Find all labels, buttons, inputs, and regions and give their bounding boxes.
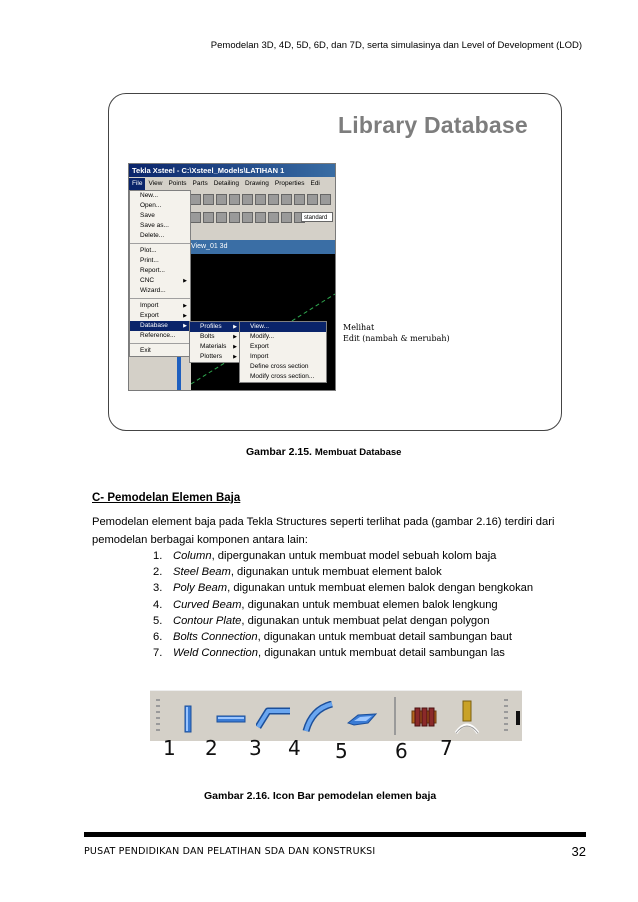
view-border [177,354,181,390]
menu-edit: Edi [310,180,320,187]
menu-item-profiles: Profiles ▶ [190,322,240,332]
arrow-right-icon: ▶ [233,334,237,340]
arrow-right-icon: ▶ [183,303,187,309]
toolbar-grip [156,699,160,733]
standard-field: standard [301,212,333,222]
list-item: 5. Contour Plate, digunakan untuk membuat pelat dengan polygon [153,614,490,627]
arrow-right-icon: ▶ [183,278,187,284]
bolts-connection-icon [410,707,438,727]
list-item: 3. Poly Beam, digunakan untuk membuat elemen balok dengan bengkokan [153,582,534,595]
figure-title: Library Database [338,112,528,138]
menu-item: Open... [140,202,162,209]
menu-item: Print... [140,257,159,264]
menu-item-bolts: Bolts ▶ [200,333,237,340]
menu-item: Import [250,353,269,360]
steel-modelling-icon-bar [150,690,522,741]
page-number: 32 [571,844,586,859]
caption-text: . Icon Bar pemodelan elemen baja [267,790,437,802]
page-header: Pemodelan 3D, 4D, 5D, 6D, dan 7D, serta simulasinya dan Level of Development (LOD) [210,40,582,51]
toolbar-grip [504,699,508,733]
caption-label: Gambar 2.15. [246,446,312,458]
menu-item: Wizard... [140,287,166,294]
icon-number-4: 4 [288,736,301,760]
annotation-line-1: Melihat [343,323,375,332]
menu-item: Modify cross section... [250,373,315,380]
arrow-right-icon: ▶ [233,344,237,350]
menu-item: Reference... [140,332,176,339]
icon-number-6: 6 [395,739,408,763]
menubar [129,178,335,190]
arrow-right-icon: ▶ [183,313,187,319]
menu-properties: Properties [274,180,305,187]
column-icon [180,705,196,733]
section-title: C- Pemodelan Elemen Baja [92,492,241,504]
list-item: 4. Curved Beam, digunakan untuk membuat elemen balok lengkung [153,598,498,611]
menu-item: Report... [140,267,165,274]
list-item: 6. Bolts Connection, digunakan untuk membuat detail sambungan baut [153,631,512,644]
menu-item: Define cross section [250,363,309,370]
curved-beam-icon [302,701,334,733]
menu-points: Points [168,180,187,187]
component-list [153,548,533,661]
contour-plate-icon [346,711,378,727]
menu-item: Plot... [140,247,157,254]
figure-216-caption [204,790,436,802]
toolbar-row-1 [189,192,335,206]
weld-connection-icon [452,699,482,735]
left-toolbar [129,354,145,390]
menu-item-materials: Materials ▶ [200,343,237,350]
footer-institution: PUSAT PENDIDIKAN DAN PELATIHAN SDA DAN KONSTRUKSI [84,846,376,857]
icon-number-3: 3 [249,736,262,760]
arrow-right-icon: ▶ [233,324,237,330]
icon-number-5: 5 [335,739,348,763]
toolbar-edge-icon [516,711,520,725]
poly-beam-icon [256,703,292,729]
menu-parts: Parts [192,180,208,187]
caption-text: Membuat Database [314,447,402,458]
steel-beam-icon [216,713,246,725]
figure-215-caption [246,446,401,458]
list-item: 1. Column, dipergunakan untuk membuat model sebuah kolom baja [153,550,497,562]
list-item: 7. Weld Connection, digunakan untuk membuat detail sambungan las [153,647,505,660]
menu-view: View [148,180,163,187]
menu-item: View... [240,322,326,332]
menu-item-database: Database ▶ [130,321,190,331]
view-titlebar: View_01 3d [191,240,335,254]
menu-detailing: Detailing [213,180,240,187]
arrow-right-icon: ▶ [183,323,187,329]
menu-item: Exit [140,347,151,354]
annotation-line-2: Edit (nambah & merubah) [343,334,450,343]
menu-item-import: Import ▶ [140,302,187,309]
caption-label: Gambar 2.16 [204,790,268,802]
icon-number-7: 7 [440,736,453,760]
footer-divider [84,832,586,837]
menu-item: Modify... [250,333,275,340]
tekla-window-screenshot [128,163,336,391]
menu-item: Save as... [140,222,169,229]
file-menu [129,190,191,357]
arrow-right-icon: ▶ [233,354,237,360]
menu-item: New... [140,192,159,199]
window-title: Tekla Xsteel - C:\Xsteel_Models\LATIHAN 1 [129,164,336,177]
menu-item-export: Export ▶ [140,312,187,319]
menu-drawing: Drawing [245,180,269,187]
menu-file: File [129,178,145,190]
section-paragraph: Pemodelan element baja pada Tekla Structures seperti terlihat pada (gambar 2.16) terdiri dari pemodelan berbagai komponen antara lain: [92,516,555,546]
menu-item: Delete... [140,232,165,239]
menu-item: Save [140,212,155,219]
icon-number-2: 2 [205,736,218,760]
toolbar-separator [394,697,396,735]
menu-item: Export [250,343,269,350]
database-submenu [189,321,241,363]
icon-number-1: 1 [163,736,176,760]
list-item: 2. Steel Beam, digunakan untuk membuat element balok [153,566,442,579]
menu-item-plotters: Plotters ▶ [200,353,237,360]
profiles-submenu [239,321,327,383]
menu-item-cnc: CNC ▶ [140,277,187,284]
figure-annotation [343,322,450,344]
